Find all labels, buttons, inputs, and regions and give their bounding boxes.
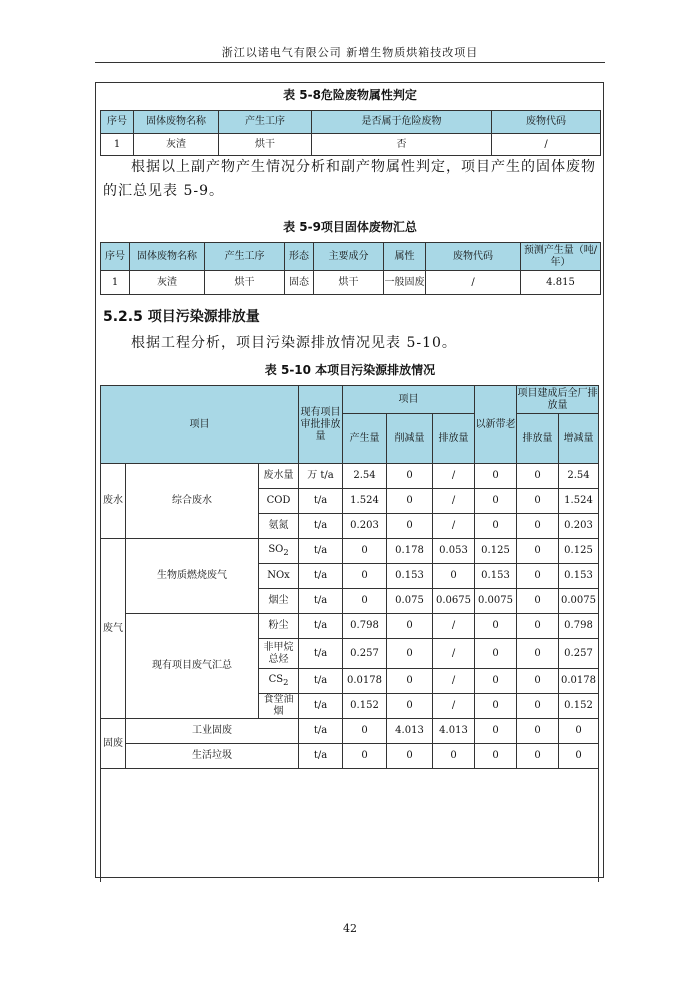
value-cell: 0.152 — [559, 694, 599, 719]
value-cell: 0.0675 — [433, 589, 475, 614]
value-cell: / — [433, 639, 475, 669]
table-cell: 烘干 — [314, 271, 384, 295]
item-cs2-subscript: 2 — [283, 677, 289, 687]
value-cell: 0 — [387, 694, 433, 719]
value-cell: 0 — [559, 744, 599, 769]
unit-cell: t/a — [299, 744, 343, 769]
table-5-8-header-row — [101, 111, 601, 134]
table-5-10-caption: 表 5-10 本项目污染源排放情况 — [264, 363, 436, 377]
table-cell: 烘干 — [205, 271, 285, 295]
value-cell: 0.0178 — [343, 669, 387, 694]
value-cell: 0 — [475, 744, 517, 769]
value-cell: 0.075 — [387, 589, 433, 614]
value-cell: 0.053 — [433, 539, 475, 564]
subcategory-water: 综合废水 — [126, 464, 259, 539]
value-cell: 0.203 — [559, 514, 599, 539]
table-5-9-caption: 表 5-9项目固体废物汇总 — [283, 220, 417, 234]
value-cell: 0 — [517, 669, 559, 694]
value-cell: 0 — [475, 669, 517, 694]
value-cell: 2.54 — [343, 464, 387, 489]
header-rule — [95, 62, 605, 63]
item-cell: NOx — [259, 564, 299, 589]
table-row — [101, 539, 599, 564]
value-cell: / — [433, 669, 475, 694]
item-cell: COD — [259, 489, 299, 514]
value-cell: 0 — [517, 464, 559, 489]
value-cell: / — [433, 614, 475, 639]
value-cell: 4.013 — [433, 719, 475, 744]
header-item: 项目 — [101, 386, 299, 464]
item-cell: 废水量 — [259, 464, 299, 489]
section-title: 5.2.5 项目污染源排放量 — [103, 309, 260, 325]
value-cell: / — [433, 694, 475, 719]
value-cell: 0.153 — [387, 564, 433, 589]
item-cell: 非甲烷总烃 — [259, 639, 299, 669]
solid-industrial: 工业固废 — [126, 719, 299, 744]
value-cell: 0 — [517, 539, 559, 564]
value-cell: 0.0178 — [559, 669, 599, 694]
value-cell: 0 — [343, 564, 387, 589]
header-cell: 废物代码 — [426, 243, 521, 271]
value-cell: 0 — [475, 614, 517, 639]
table-5-8-caption: 表 5-8危险废物属性判定 — [283, 88, 417, 102]
value-cell: 0.125 — [475, 539, 517, 564]
header-cell: 产生工序 — [205, 243, 285, 271]
value-cell: / — [433, 489, 475, 514]
header-produce: 产生量 — [343, 414, 387, 464]
header-emit: 排放量 — [433, 414, 475, 464]
header-cell: 预测产生量（吨/年） — [521, 243, 601, 271]
table-cell: 一般固废 — [384, 271, 426, 295]
unit-cell: t/a — [299, 564, 343, 589]
solid-domestic: 生活垃圾 — [126, 744, 299, 769]
value-cell: 0 — [343, 539, 387, 564]
table-cell: 否 — [312, 134, 492, 156]
table-row — [101, 719, 599, 744]
header-offset: 以新带老 — [475, 386, 517, 464]
value-cell: / — [433, 514, 475, 539]
item-cell: 氨氮 — [259, 514, 299, 539]
value-cell: 1.524 — [343, 489, 387, 514]
header-cell: 主要成分 — [314, 243, 384, 271]
table-cell: 烘干 — [219, 134, 312, 156]
unit-cell: t/a — [299, 639, 343, 669]
value-cell: 0 — [475, 464, 517, 489]
header-cell: 固体废物名称 — [130, 243, 205, 271]
value-cell: 0 — [517, 694, 559, 719]
header-after-change: 增减量 — [559, 414, 599, 464]
header-cell: 固体废物名称 — [134, 111, 219, 134]
subcategory-gas-existing: 现有项目废气汇总 — [126, 614, 259, 719]
value-cell: 0 — [517, 589, 559, 614]
item-cell: 食堂油烟 — [259, 694, 299, 719]
value-cell: 0.152 — [343, 694, 387, 719]
unit-cell: t/a — [299, 694, 343, 719]
header-cell: 是否属于危险废物 — [312, 111, 492, 134]
value-cell: 0.153 — [475, 564, 517, 589]
header-cell: 序号 — [101, 243, 130, 271]
unit-cell: t/a — [299, 614, 343, 639]
unit-cell: t/a — [299, 669, 343, 694]
value-cell: 0 — [517, 564, 559, 589]
value-cell: 0.257 — [559, 639, 599, 669]
value-cell: 0.798 — [559, 614, 599, 639]
category-gas: 废气 — [101, 539, 126, 719]
value-cell: 0.203 — [343, 514, 387, 539]
category-solid: 固废 — [101, 719, 126, 769]
value-cell: 0 — [475, 694, 517, 719]
value-cell: 0 — [475, 489, 517, 514]
header-cell: 形态 — [285, 243, 314, 271]
table-blank-row — [101, 769, 599, 882]
value-cell: 0 — [387, 639, 433, 669]
value-cell: 4.013 — [387, 719, 433, 744]
item-so2-subscript: 2 — [283, 547, 289, 557]
item-cell — [259, 539, 299, 564]
page-number: 42 — [343, 922, 357, 935]
table-5-8 — [100, 110, 601, 156]
item-cell: 粉尘 — [259, 614, 299, 639]
unit-cell: t/a — [299, 539, 343, 564]
value-cell: 2.54 — [559, 464, 599, 489]
unit-cell: t/a — [299, 719, 343, 744]
value-cell: / — [433, 464, 475, 489]
table-cell: 灰渣 — [134, 134, 219, 156]
value-cell: 0 — [387, 669, 433, 694]
unit-cell: 万 t/a — [299, 464, 343, 489]
value-cell: 0.0075 — [475, 589, 517, 614]
table-cell: 1 — [101, 271, 130, 295]
table-cell: 1 — [101, 134, 134, 156]
value-cell: 0 — [387, 514, 433, 539]
value-cell: 0.153 — [559, 564, 599, 589]
table-row — [101, 271, 601, 295]
table-row — [101, 134, 601, 156]
value-cell: 0 — [517, 489, 559, 514]
value-cell: 0 — [343, 744, 387, 769]
header-existing: 现有项目审批排放量 — [299, 386, 343, 464]
value-cell: 0 — [475, 639, 517, 669]
item-cell — [259, 669, 299, 694]
header-reduce: 削减量 — [387, 414, 433, 464]
unit-cell: t/a — [299, 514, 343, 539]
subcategory-gas-combustion: 生物质燃烧废气 — [126, 539, 259, 614]
value-cell: 0.257 — [343, 639, 387, 669]
header-after-emit: 排放量 — [517, 414, 559, 464]
paragraph-2: 根据工程分析，项目污染源排放情况见表 5-10。 — [131, 335, 457, 351]
header-cell: 产生工序 — [219, 111, 312, 134]
header-cell: 废物代码 — [492, 111, 601, 134]
value-cell: 0 — [517, 614, 559, 639]
value-cell: 0 — [433, 564, 475, 589]
value-cell: 0.125 — [559, 539, 599, 564]
unit-cell: t/a — [299, 589, 343, 614]
category-water: 废水 — [101, 464, 126, 539]
header-cell: 属性 — [384, 243, 426, 271]
table-cell: / — [492, 134, 601, 156]
paragraph-1: 根据以上副产物产生情况分析和副产物属性判定，项目产生的固体废物的汇总见表 5-9。 — [103, 159, 596, 199]
value-cell: 0.0075 — [559, 589, 599, 614]
value-cell: 0 — [343, 719, 387, 744]
unit-cell: t/a — [299, 489, 343, 514]
value-cell: 0 — [517, 744, 559, 769]
page-header: 浙江以诺电气有限公司 新增生物质烘箱技改项目 — [221, 46, 479, 59]
table-5-10 — [100, 385, 599, 882]
table-cell: 4.815 — [521, 271, 601, 295]
value-cell: 0 — [475, 719, 517, 744]
item-cs2: CS — [268, 674, 284, 685]
value-cell: 1.524 — [559, 489, 599, 514]
value-cell: 0 — [517, 719, 559, 744]
item-so2: SO — [268, 544, 284, 555]
value-cell: 0.178 — [387, 539, 433, 564]
value-cell: 0 — [387, 464, 433, 489]
blank-cell — [101, 769, 599, 882]
table-5-9 — [100, 242, 601, 295]
table-cell: 固态 — [285, 271, 314, 295]
header-after: 项目建成后全厂排放量 — [517, 386, 599, 414]
value-cell: 0 — [343, 589, 387, 614]
table-cell: / — [426, 271, 521, 295]
value-cell: 0 — [387, 614, 433, 639]
value-cell: 0 — [559, 719, 599, 744]
value-cell: 0 — [433, 744, 475, 769]
table-row — [101, 744, 599, 769]
value-cell: 0 — [517, 514, 559, 539]
table-row — [101, 464, 599, 489]
value-cell: 0.798 — [343, 614, 387, 639]
header-cell: 序号 — [101, 111, 134, 134]
value-cell: 0 — [387, 489, 433, 514]
value-cell: 0 — [387, 744, 433, 769]
value-cell: 0 — [517, 639, 559, 669]
value-cell: 0 — [475, 514, 517, 539]
table-row — [101, 614, 599, 639]
header-project: 项目 — [343, 386, 475, 414]
table-cell: 灰渣 — [130, 271, 205, 295]
table-5-9-header-row — [101, 243, 601, 271]
item-cell: 烟尘 — [259, 589, 299, 614]
